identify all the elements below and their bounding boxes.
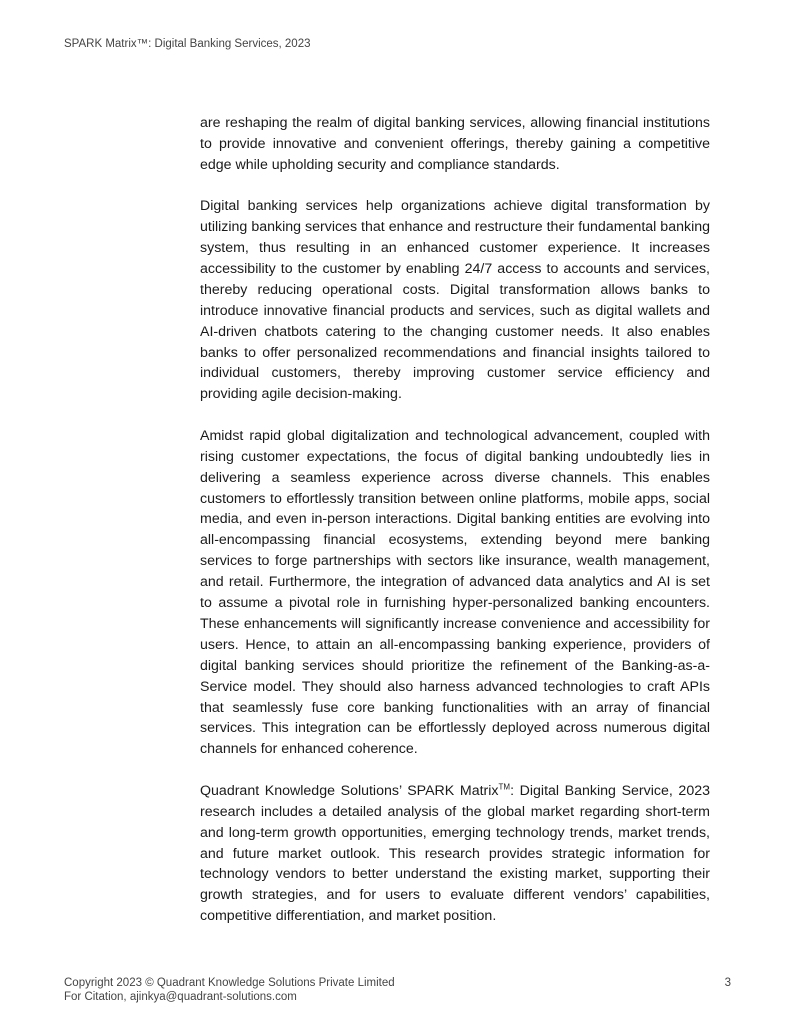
research-scope-text: : Digital Banking Service, 2023 research includes a detailed analysis of the global market regarding short-term and long-term growth opportunities, emerging technology trends, market trends, and future market outlook. This research provides strategic information for technology vendors to better understand the existing market, supporting their growth strategies, and for users to evaluate different vendors’ capabilities, competitive differentiation, and market position. xyxy=(200,782,710,925)
trademark-mark: TM xyxy=(498,782,511,792)
copyright-text: Copyright 2023 © Quadrant Knowledge Solutions Private Limited xyxy=(64,977,395,989)
running-header: SPARK Matrix™: Digital Banking Services, 2023 xyxy=(64,38,311,50)
paragraph-digital-banking-services: Digital banking services help organizations achieve digital transformation by utilizing banking services that enhance and restructure their fundamental banking system, thus resulting in an enhanced customer experience. It increases accessibility to the customer by enabling 24/7 access to accounts and services, thereby reducing operational costs. Digital transformation allows banks to introduce innovative financial products and services, such as digital wallets and AI-driven chatbots catering to the changing customer needs. It also enables banks to offer personalized recommendations and financial insights tailored to individual customers, thereby improving customer service efficiency and providing agile decision-making. xyxy=(200,198,710,403)
page-number: 3 xyxy=(724,977,731,989)
citation-text: For Citation, ajinkya@quadrant-solutions.com xyxy=(64,991,297,1003)
paragraph-research-scope xyxy=(200,781,710,927)
body-text xyxy=(200,113,710,948)
paragraph-continuation: are reshaping the realm of digital banking services, allowing financial institutions to provide innovative and convenient offerings, thereby gaining a competitive edge while upholding security and compliance standards. xyxy=(200,115,710,173)
page-footer xyxy=(64,976,731,1004)
paragraph-digitalization: Amidst rapid global digitalization and technological advancement, coupled with rising customer expectations, the focus of digital banking undoubtedly lies in delivering a seamless experience across diverse channels. This enables customers to effortlessly transition between online platforms, mobile apps, social media, and even in-person interactions. Digital banking entities are evolving into all-encompassing financial ecosystems, extending beyond mere banking services to forge partnerships with sectors like insurance, wealth management, and retail. Furthermore, the integration of advanced data analytics and AI is set to assume a pivotal role in furnishing hyper-personalized banking encounters. These enhancements will significantly increase convenience and accessibility for users. Hence, to attain an all-encompassing banking experience, providers of digital banking services should prioritize the refinement of the Banking-as-a-Service model. They should also harness advanced technologies to craft APIs that seamlessly fuse core banking functionalities with an array of financial services. This integration can be effortlessly deployed across numerous digital channels for enhanced coherence. xyxy=(200,427,710,758)
research-intro-text: Quadrant Knowledge Solutions’ SPARK Matrix xyxy=(200,782,499,799)
